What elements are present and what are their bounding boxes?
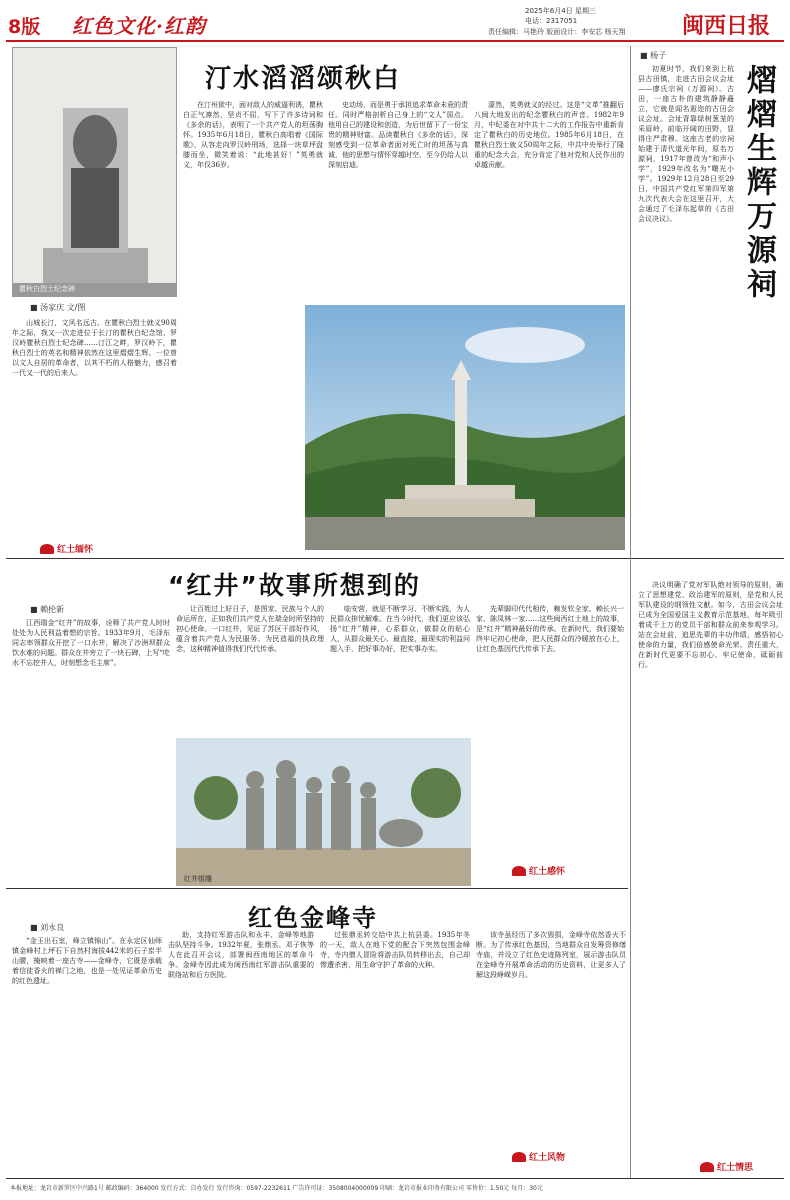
article2-col1 bbox=[12, 618, 170, 883]
article1-col1-text: 山城长汀，文风名远古。在瞿秋白烈士就义90周年之际，我又一次走进位于长汀的瞿秋白纪念馆、罗汉岭瞿秋白烈士纪念碑……汀江之畔，罗汉岭下，瞿秋白烈士的英名和精神依然在这里熠熠生辉。一位曾以文人自居的革命者，以其不朽的人格魅力，感召着一代又一代的后来人。 bbox=[12, 319, 177, 377]
flag-icon bbox=[512, 1152, 526, 1162]
article2-tag-label: 红土感怀 bbox=[529, 867, 566, 877]
article2-col4 bbox=[476, 604, 624, 864]
article2-photo bbox=[176, 738, 471, 886]
phone-number: 电话：2317051 bbox=[525, 17, 578, 25]
masthead bbox=[0, 0, 790, 40]
flag-icon bbox=[512, 866, 526, 876]
footer-info: 本报地址：龙岩市新罗区中兴路1号 邮政编码：364000 发行方式：自办发行 发行咨询：0597-2232611 广告许可证：3508004000009 印刷：龙岩市报业印务有限公司 零售价：1.50元 每月：30元 bbox=[10, 1185, 543, 1192]
article3-title: 红色金峰寺 bbox=[248, 904, 378, 932]
article4-tag bbox=[700, 1160, 753, 1173]
sculpture-photo-icon bbox=[176, 738, 471, 886]
article4-title-text: 熠熠生辉万源祠 bbox=[741, 64, 776, 302]
article1-col3-text: 史动场，而是勇于承担追求革命未竟的责任。同时严格剖析自己身上的“文人”弱点。他用自己的建设和创造，为后世留下了一份宝贵的精神财富。品读瞿秋白《多余的话》，深刻感受到一位革命者面对死亡时的坦荡与真诚，他的思想与情怀穿越时空，至今仍给人以深刻启迪。 bbox=[328, 101, 468, 169]
article1-photo bbox=[12, 47, 177, 297]
article4-col1 bbox=[638, 64, 734, 574]
flag-icon bbox=[700, 1162, 714, 1172]
edition-label: 8版 bbox=[8, 16, 41, 38]
article4-byline: ■ 杨子 bbox=[640, 51, 667, 60]
section-title: 红色文化·红韵 bbox=[72, 14, 206, 38]
memorial-park-photo-icon bbox=[305, 305, 625, 550]
article2-col3-text: 临安营，就是不断学习、不断实践，为人民群众排忧解难。在当今时代，我们更应该弘扬“红井”精神，心系群众，做群众的贴心人，从群众最关心、最直接、最现实的利益问题入手，把好事办好，把实事办实。 bbox=[330, 605, 470, 653]
article3-byline: ■ 刘永良 bbox=[30, 923, 65, 932]
article1-col2 bbox=[183, 100, 323, 400]
article3-col4 bbox=[476, 930, 626, 1150]
article1-byline: ■ 汤家庆 文/图 bbox=[30, 303, 86, 312]
article1-col2-text: 在汀州狱中，面对敌人的威逼利诱，瞿秋白正气凛然，坚贞不屈，写下了许多诗词和《多余的话》，表明了一个共产党人的坦荡胸怀。1935年6月18日，瞿秋白高唱着《国际歌》，从容走向罗汉岭刑场，选择一块草坪盘膝而坐，微笑着说：“此地甚好！”英勇就义，年仅36岁。 bbox=[183, 101, 323, 169]
article4-tag-label: 红土情思 bbox=[717, 1163, 754, 1173]
article2-caption: 红井组雕 bbox=[184, 875, 212, 883]
article2-tag bbox=[512, 864, 565, 877]
article2-col1-text: 江西瑞金“红井”的故事，诠释了共产党人时时处处为人民利益着想的宗旨。1933年9月，毛泽东同志率领群众开挖了一口水井，解决了沙洲坝群众饮水难的问题。群众在井旁立了一块石碑，上写“吃水不忘挖井人，时刻想念毛主席”。 bbox=[12, 619, 170, 667]
article1-col4-text: 濛然，英勇就义的经过。这是“文革”推翻后八闽大地发出的纪念瞿秋白的声音。1982年9月，中纪委在对中共十二大的工作报告中重新肯定了瞿秋白的历史地位。1985年6月18日，在瞿秋白烈士就义50周年之际，中共中央举行了隆重的纪念大会，充分肯定了他对党和人民作出的卓越贡献。 bbox=[474, 101, 624, 169]
article3-col3-text: 过张鼎丞转交给中共上杭县委。1935年冬的一天，敌人在地下党的配合下突然包围金峰寺，寺内僧人冒险将游击队员转移出去，自己却惨遭杀害，用生命守护了革命的火种。 bbox=[320, 931, 470, 969]
article3-col4-text: 该寺虽经历了多次毁损，金峰寺依然香火不断。为了传承红色基因，当地群众自发筹资修缮寺庙，并设立了红色史迹陈列室，展示游击队员在金峰寺开展革命活动的历史资料，让更多人了解这段峥嵘岁月。 bbox=[476, 931, 626, 979]
newspaper-logo: 闽西日报 bbox=[682, 13, 771, 39]
article1-col1 bbox=[12, 318, 177, 556]
article1-title: 汀水滔滔颂秋白 bbox=[205, 64, 402, 94]
article4-col2-text: 决议明确了党对军队绝对领导的原则，确立了思想建党、政治建军的原则，是党和人民军队建设的纲领性文献。如今，古田会议会址已成为全国爱国主义教育示范基地，每年吸引着成千上万的党员干部和群众前来参观学习。站在会址前，追思先辈的丰功伟绩，感悟初心使命的力量，我们倍感使命光荣、责任重大，在新时代更要不忘初心、牢记使命，砥砺前行。 bbox=[638, 581, 783, 669]
article3-col2-text: 助，支持红军游击队和永丰、金峰等地游击队坚持斗争。1932年夏，张鼎丞、邓子恢等人在此召开会议，部署闽西南地区的革命斗争。金峰寺因此成为闽西南红军游击队重要的联络站和后方医院。 bbox=[168, 931, 314, 979]
article4-title bbox=[738, 64, 782, 302]
monument-photo-icon bbox=[13, 48, 177, 297]
article2-col2-text: 让百姓过上好日子，是图家、民族与个人的命运所在，正如我们共产党人在瑞金时所坚持的初心使命。一口红井，见证了苏区干部好作风，蕴含着共产党人为民服务、为民造福的执政理念，这种精神值得我们代代传承。 bbox=[176, 605, 324, 653]
article3-col3 bbox=[320, 930, 470, 1172]
article1-caption: 瞿秋白烈士纪念碑 bbox=[19, 285, 75, 293]
article2-col4-text: 先辈脚印代代相传，赖发钦全家、赖长兴一家、陈凤林一家……这些闽西红土地上的故事，是“红井”精神最好的传承。在新时代，我们要始终牢记初心使命，把人民群众的冷暖放在心上，让红色基因代代传承下去。 bbox=[476, 605, 624, 653]
article4-col2 bbox=[638, 580, 783, 1160]
article1-tag bbox=[40, 542, 93, 555]
article3-col1 bbox=[12, 936, 162, 1172]
article3-tag-label: 红土风物 bbox=[529, 1153, 566, 1163]
article2-col2 bbox=[176, 604, 324, 734]
article2-col3 bbox=[330, 604, 470, 734]
article1-tag-label: 红土缅怀 bbox=[57, 545, 94, 555]
article1-photo-2 bbox=[305, 305, 625, 550]
editor-credits: 责任编辑：马艳玲 版面设计：李安芯 杨天翔 bbox=[488, 28, 626, 36]
article3-col1-text: “金玉出石室，峰立镇锦山”。在永定区仙师镇金峰村上坪石下自然村海拔442米的石子岽半山腰，掩映着一座古寺——金峰寺，它既是承载着信徒香火的禅门之地，也是一处见证革命历史的红色遗址。 bbox=[12, 937, 162, 985]
issue-date: 2025年6月4日 星期三 bbox=[525, 7, 596, 15]
article3-col2 bbox=[168, 930, 314, 1172]
article2-byline: ■ 赖抡新 bbox=[30, 605, 65, 614]
article2-title: “红井”故事所想到的 bbox=[168, 571, 421, 600]
article3-tag bbox=[512, 1150, 565, 1163]
flag-icon bbox=[40, 544, 54, 554]
article4-col1-text: 初夏时节，我们来到上杭县古田镇，走进古田会议会址——廖氏宗祠（万源祠）。古田，一座古朴的建筑静静矗立，它就是闻名遐迩的古田会议会址。会址背靠绿树葱茏的采眉岭，前临开阔的田野，显得庄严肃穆。这座古老的宗祠始建于清代道光年间，原名万源祠，1917年曾改为“和声小学”，1929年改名为“曙光小学”。1929年12月28日至29日，中国共产党红军第四军第九次代表大会在这里召开，大会通过了毛泽东起草的《古田会议决议》。 bbox=[638, 65, 734, 223]
